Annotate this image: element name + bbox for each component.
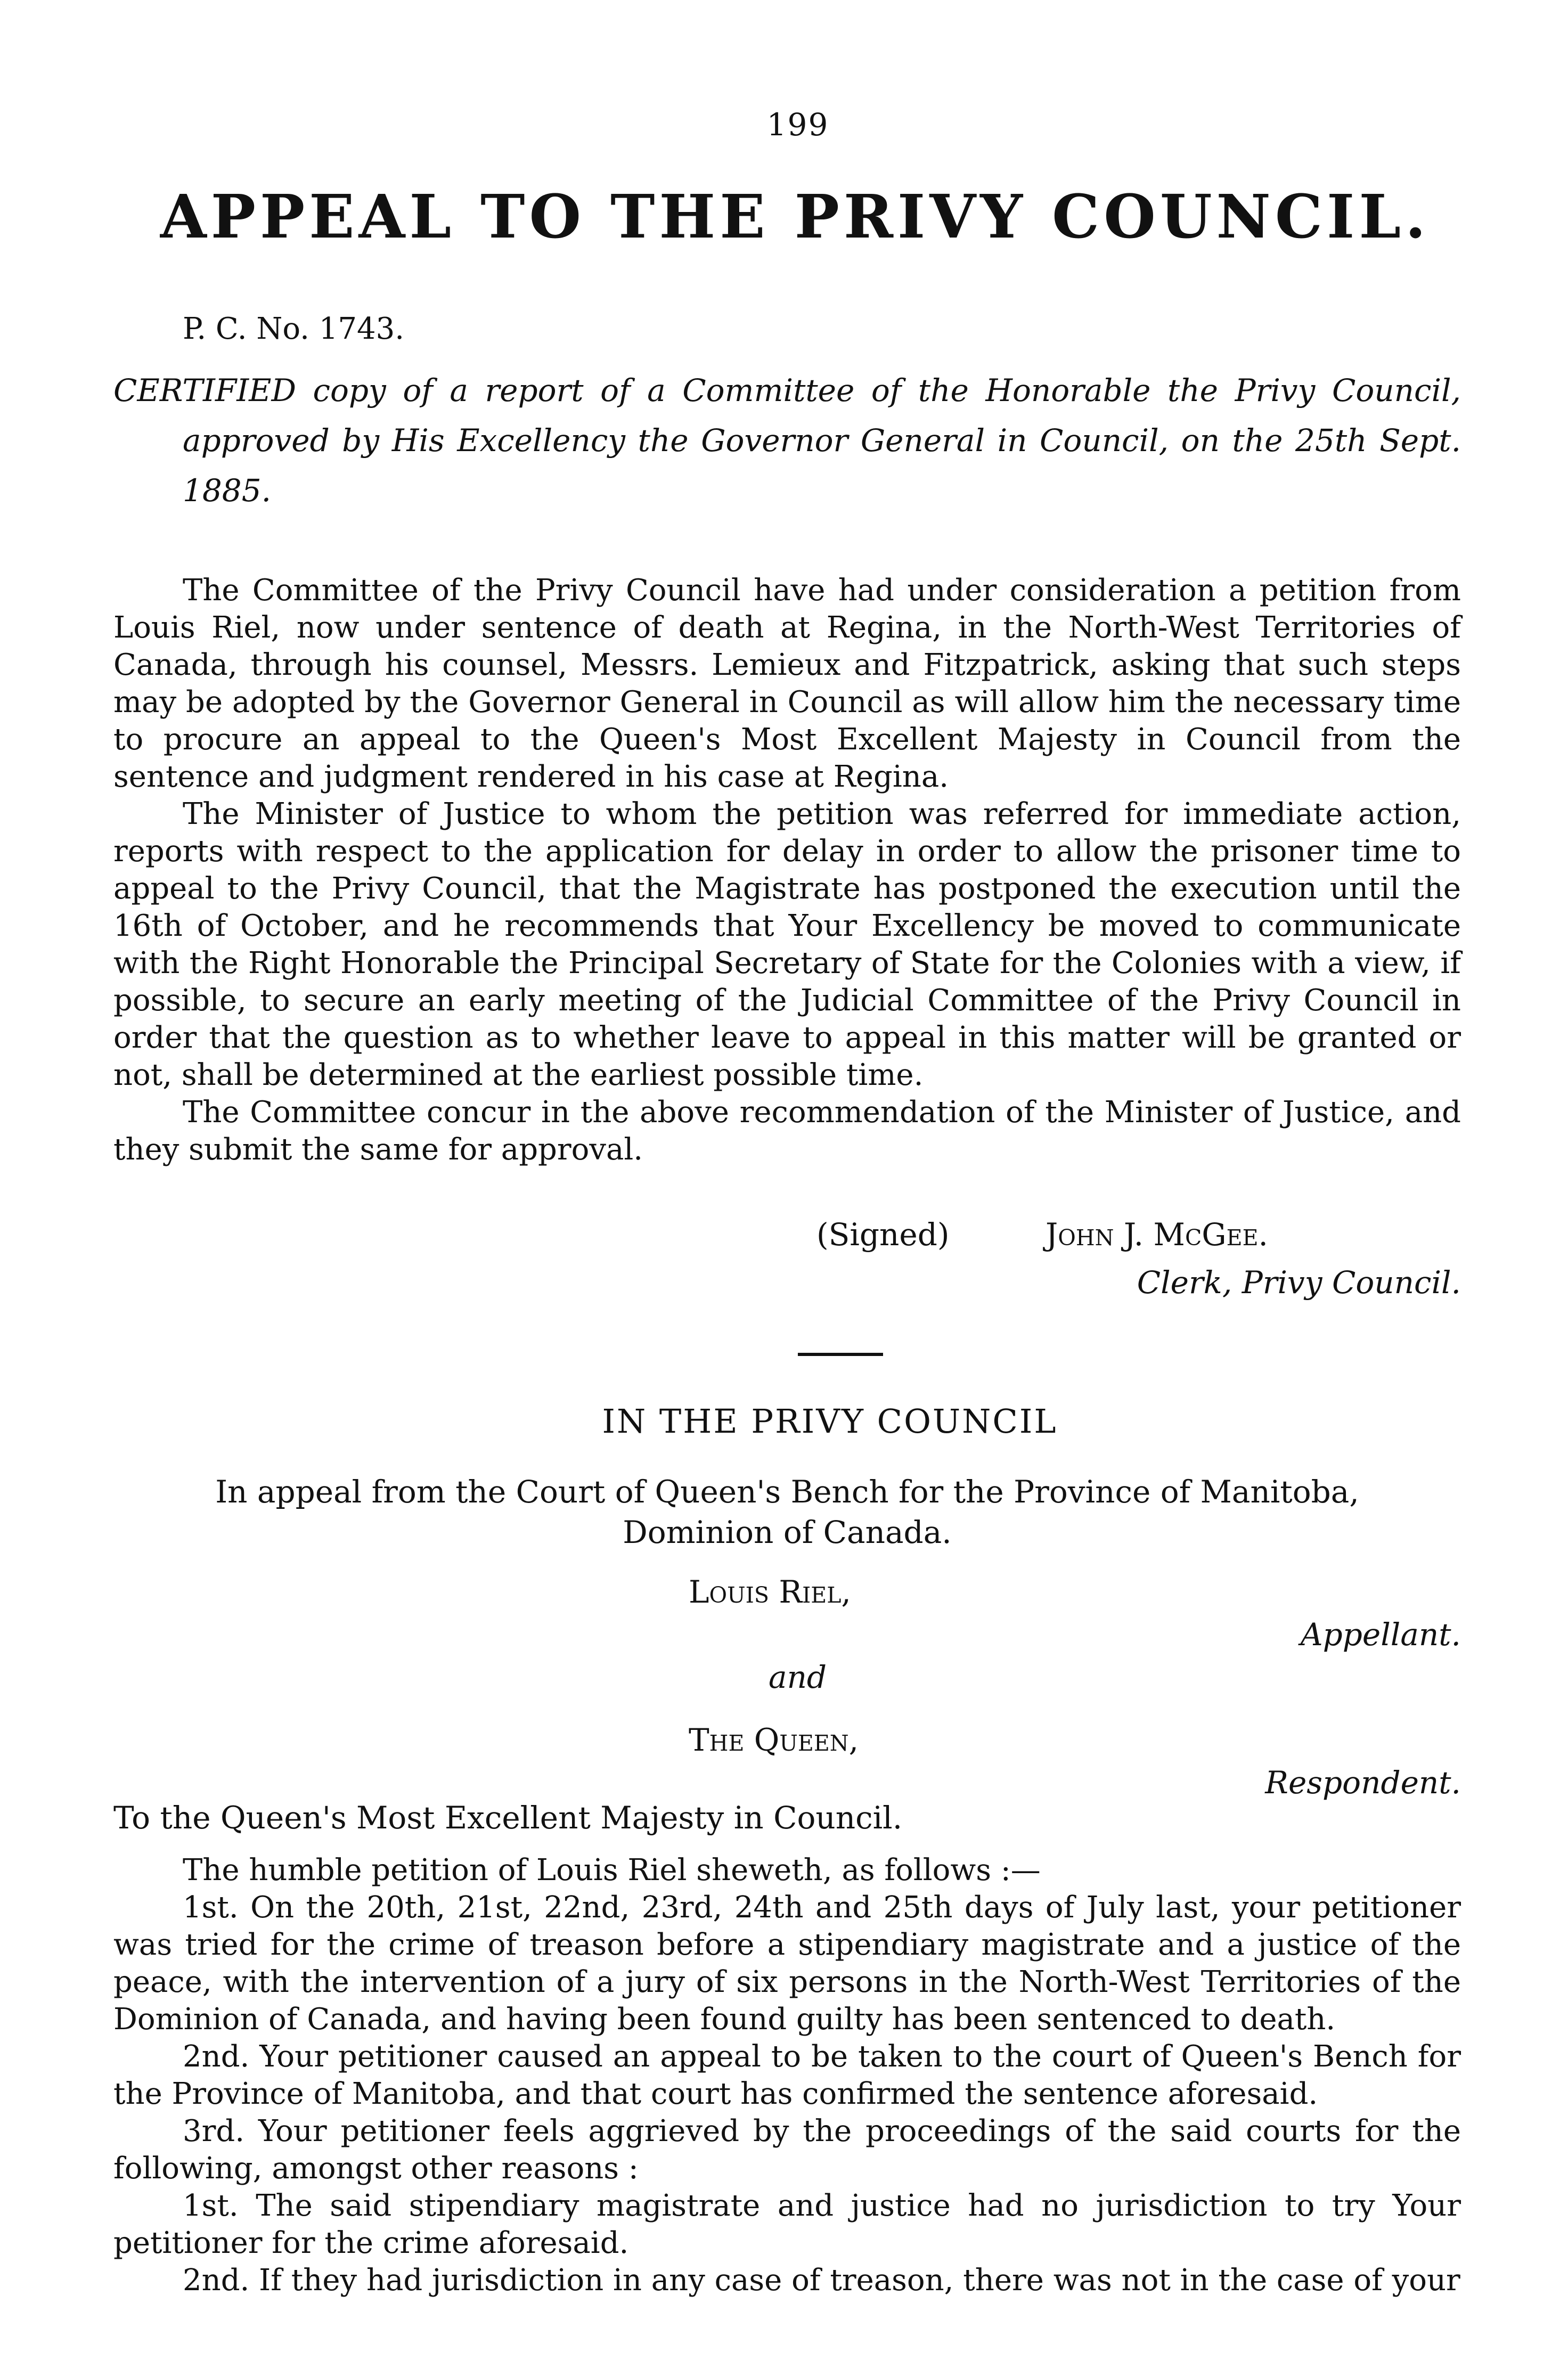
document-page — [113, 107, 1461, 2299]
respondent-name: The Queen, — [689, 1722, 859, 1758]
report-paragraph-3: The Committee concur in the above recommendation of the Minister of Justice, and they submit the same for approval. — [113, 1095, 1461, 1167]
appellant-role-row — [113, 1616, 1461, 1659]
address-to-queen: To the Queen's Most Excellent Majesty in Council. — [113, 1800, 903, 1836]
appeal-caption-line-1: In appeal from the Court of Queen's Bench for the Province of Manitoba, — [215, 1474, 1359, 1510]
appellant-name: Louis Riel, — [689, 1574, 851, 1610]
respondent-role: Respondent. — [1265, 1765, 1461, 1801]
appellant-role: Appellant. — [1300, 1616, 1461, 1653]
signature-block — [113, 1216, 1461, 1264]
main-title: APPEAL TO THE PRIVY COUNCIL. — [160, 182, 1431, 252]
petition-paragraph-2: 1st. On the 20th, 21st, 22nd, 23rd, 24th and 25th days of July last, your petitioner was tried for the crime of treason before a stipendiary magistrate and a justice of the peace, with the intervention of a jury of six persons in the North-West Territories of the Dominion of Canada, and having been found guilty has been sentenced to death. — [113, 1890, 1461, 2037]
signed-label: (Signed) — [816, 1216, 950, 1253]
signer-name: John J. McGee. — [1046, 1216, 1268, 1253]
pc-number: P. C. No. 1743. — [183, 312, 405, 346]
petition-paragraph-4: 3rd. Your petitioner feels aggrieved by the proceedings of the said courts for the following, amongst other reasons : — [113, 2114, 1461, 2186]
certified-heading-line-1: CERTIFIED copy of a report of a Committee of the Honorable the Privy Council, — [113, 372, 1461, 409]
report-paragraph-1: The Committee of the Privy Council have had under consideration a petition from Louis Riel, now under sentence of death at Regina, in the North-West Territories of Canada, through his counsel, Messrs. Lemieux and Fitzpatrick, asking that such steps may be adopted by the Governor General in Council as will allow him the necessary time to procure an appeal to the Queen's Most Excellent Majesty in Council from the sentence and judgment rendered in his case at Regina. — [113, 573, 1461, 794]
appeal-caption-line-2: Dominion of Canada. — [623, 1514, 952, 1550]
page-number: 199 — [766, 107, 829, 143]
petition-paragraph-6: 2nd. If they had jurisdiction in any case of treason, there was not in the case of your — [183, 2263, 1460, 2298]
report-paragraph-2: The Minister of Justice to whom the petition was referred for immediate action, reports with respect to the application for delay in order to allow the prisoner time to appeal to the Privy Council, that the Magistrate has postponed the execution until the 16th of October, and he recommends that Your Excellency be moved to communicate with the Right Honorable the Principal Secretary of State for the Colonies with a view, if possible, to secure an early meeting of the Judicial Committee of the Privy Council in order that the question as to whether leave to appeal in this matter will be granted or not, shall be determined at the earliest possible time. — [113, 797, 1461, 1092]
and-word: and — [769, 1659, 827, 1695]
certified-heading-line-2: approved by His Excellency the Governor General in Council, on the 25th Sept. 1885. — [183, 422, 1461, 509]
petition-paragraph-5: 1st. The said stipendiary magistrate and justice had no jurisdiction to try Your petitioner for the crime aforesaid. — [113, 2188, 1461, 2260]
appeal-caption — [113, 1472, 1461, 1553]
appellant-row — [113, 1574, 1461, 1616]
respondent-row — [113, 1722, 1461, 1765]
section-title: IN THE PRIVY COUNCIL — [602, 1402, 1058, 1441]
petition-paragraph-1: The humble petition of Louis Riel sheweth, as follows :— — [183, 1853, 1041, 1888]
petition-paragraph-3: 2nd. Your petitioner caused an appeal to be taken to the court of Queen's Bench for the Province of Manitoba, and that court has confirmed the sentence aforesaid. — [113, 2039, 1461, 2111]
respondent-role-row — [113, 1765, 1461, 1801]
section-divider — [798, 1353, 883, 1356]
signer-title: Clerk, Privy Council. — [1137, 1264, 1461, 1301]
